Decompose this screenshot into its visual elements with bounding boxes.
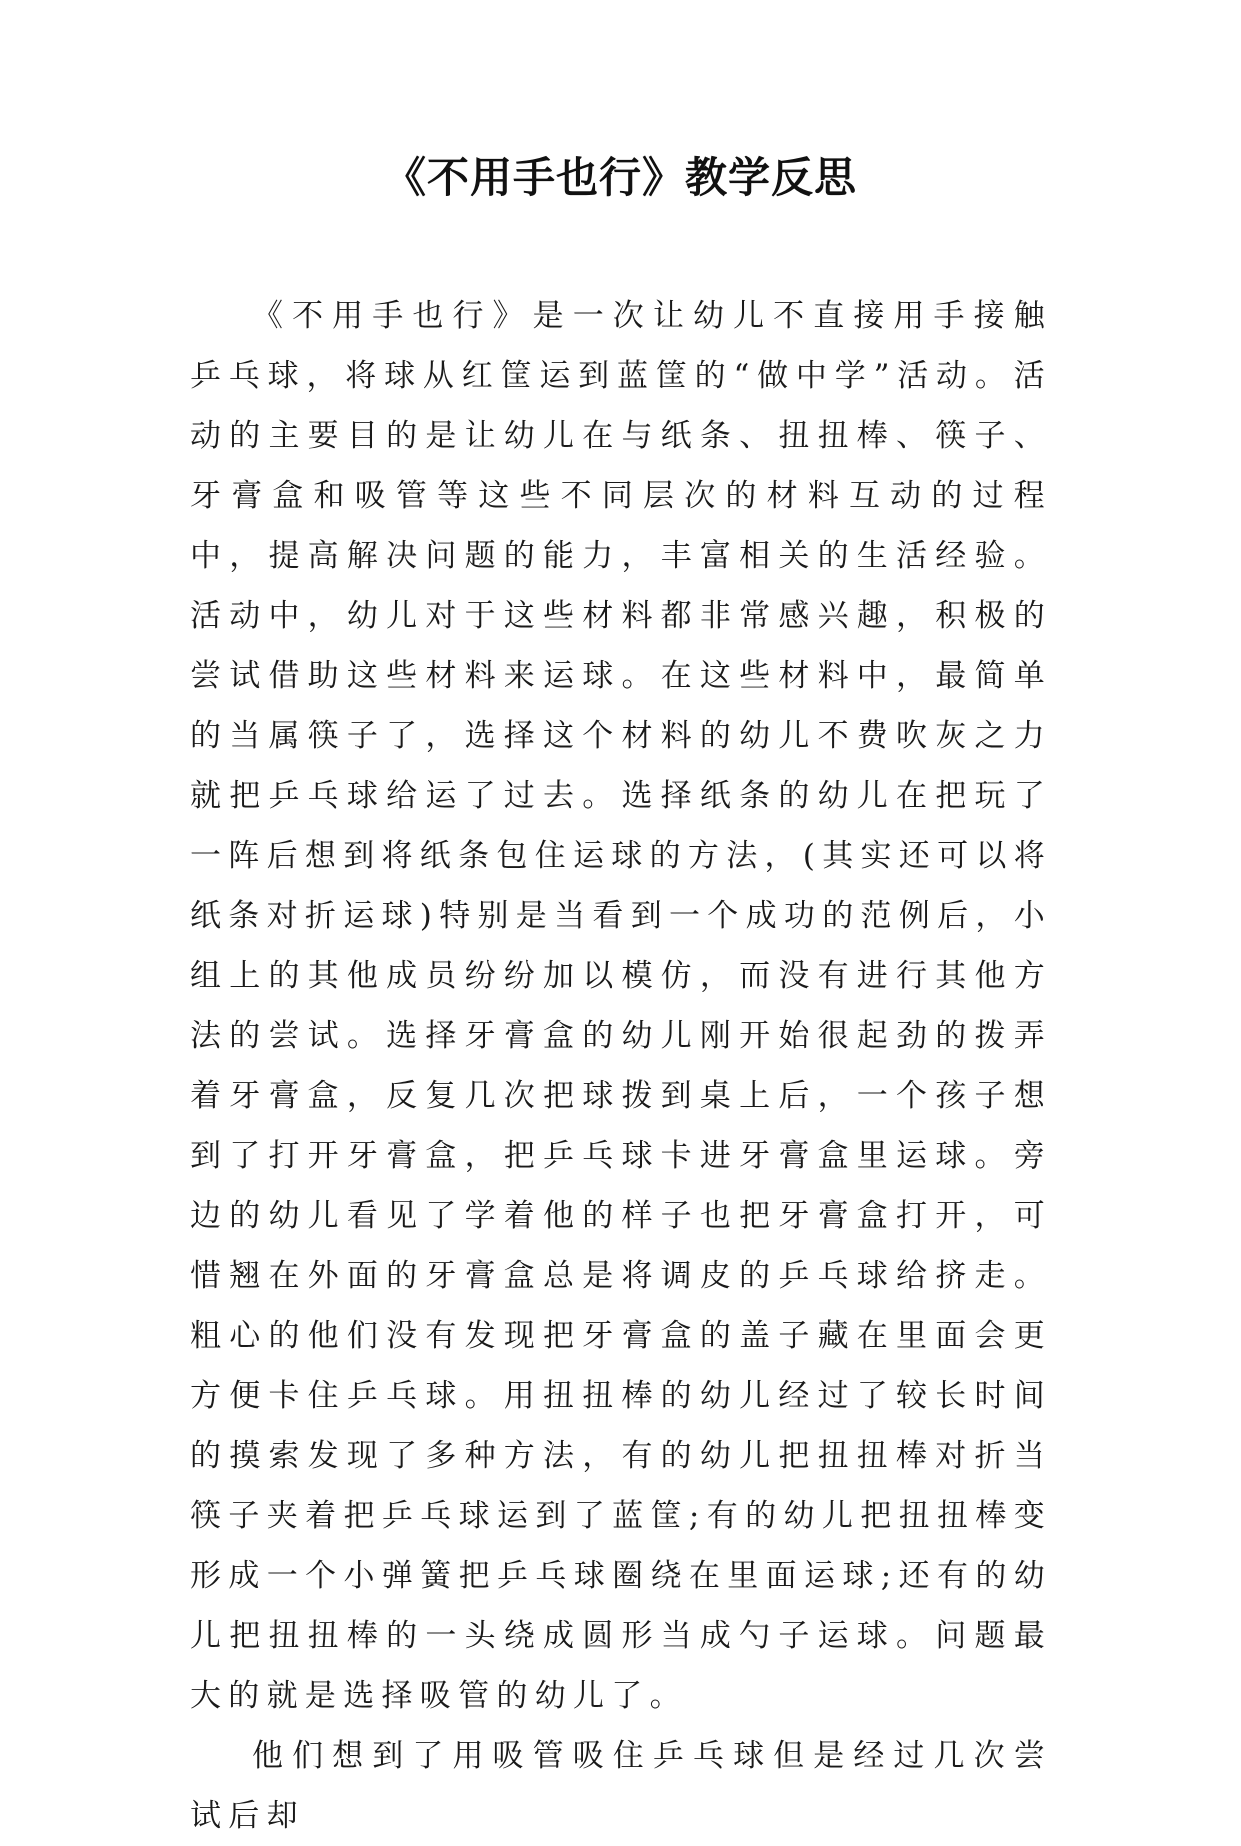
document-title: 《不用手也行》教学反思: [383, 153, 857, 202]
document-body: [190, 286, 1052, 1846]
paragraph-1: 《不用手也行》是一次让幼儿不直接用手接触乒乓球，将球从红筐运到蓝筐的“做中学”活动。活动的主要目的是让幼儿在与纸条、扭扭棒、筷子、牙膏盒和吸管等这些不同层次的材料互动的过程中，提高解决问题的能力，丰富相关的生活经验。活动中，幼儿对于这些材料都非常感兴趣，积极的尝试借助这些材料来运球。在这些材料中，最简单的当属筷子了，选择这个材料的幼儿不费吹灰之力就把乒乓球给运了过去。选择纸条的幼儿在把玩了一阵后想到将纸条包住运球的方法，(其实还可以将纸条对折运球)特别是当看到一个成功的范例后，小组上的其他成员纷纷加以模仿，而没有进行其他方法的尝试。选择牙膏盒的幼儿刚开始很起劲的拨弄着牙膏盒，反复几次把球拨到桌上后，一个孩子想到了打开牙膏盒，把乒乓球卡进牙膏盒里运球。旁边的幼儿看见了学着他的样子也把牙膏盒打开，可惜翘在外面的牙膏盒总是将调皮的乒乓球给挤走。粗心的他们没有发现把牙膏盒的盖子藏在里面会更方便卡住乒乓球。用扭扭棒的幼儿经过了较长时间的摸索发现了多种方法，有的幼儿把扭扭棒对折当筷子夹着把乒乓球运到了蓝筐;有的幼儿把扭扭棒变形成一个小弹簧把乒乓球圈绕在里面运球;还有的幼儿把扭扭棒的一头绕成圆形当成勺子运球。问题最大的就是选择吸管的幼儿了。: [190, 298, 1052, 1714]
paragraph-2: 他们想到了用吸管吸住乒乓球但是经过几次尝试后却: [190, 1738, 1052, 1834]
